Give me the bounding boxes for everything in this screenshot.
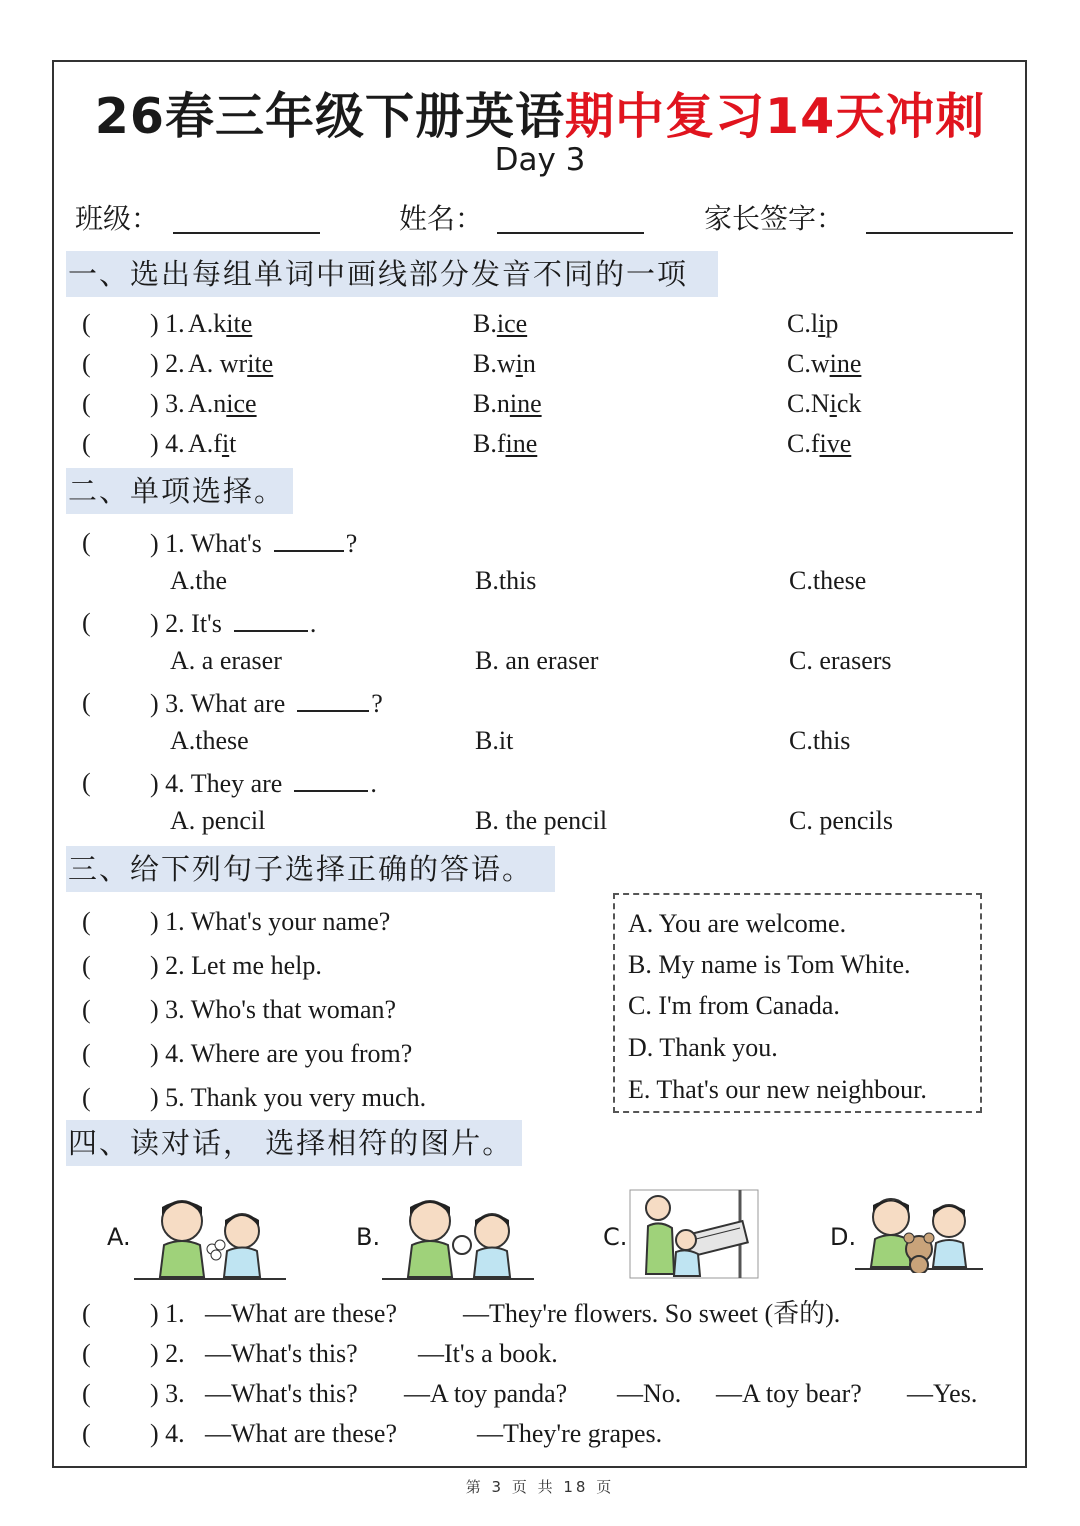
- underlined-part: ive: [819, 429, 852, 458]
- parent-signature-label: 家长签字：: [704, 202, 845, 235]
- option-c[interactable]: C.this: [789, 726, 851, 755]
- dialogue-line: —They're grapes.: [477, 1419, 663, 1448]
- underlined-part: i: [221, 429, 230, 458]
- underlined-part: ite: [247, 349, 274, 378]
- option-prefix: C.l: [787, 309, 819, 338]
- question-number: ) 1.: [150, 1299, 185, 1328]
- answer-bracket[interactable]: (: [82, 768, 91, 797]
- class-blank[interactable]: [173, 232, 320, 234]
- dialogue-line: —They're flowers. So sweet (香的).: [463, 1299, 841, 1328]
- question-end: .: [309, 609, 317, 638]
- option-a[interactable]: A. pencil: [170, 806, 266, 835]
- option-suffix: p: [825, 309, 839, 338]
- page-title: [0, 78, 1080, 148]
- question-number: ) 2.: [150, 1339, 185, 1368]
- answer-bracket[interactable]: (: [82, 389, 91, 418]
- answer-bracket[interactable]: (: [82, 1083, 91, 1112]
- option-prefix: A. wr: [188, 349, 248, 378]
- answer-option: C. I'm from Canada.: [628, 991, 840, 1020]
- section4-heading: 四、读对话， 选择相符的图片。: [66, 1120, 522, 1166]
- name-label: 姓名：: [399, 202, 484, 235]
- answer-option: D. Thank you.: [628, 1033, 778, 1062]
- option-a[interactable]: [188, 349, 273, 379]
- answer-bracket[interactable]: (: [82, 608, 91, 637]
- option-prefix: C.f: [787, 429, 820, 458]
- question-number: ) 1. What's your name?: [150, 907, 391, 936]
- question-number: ) 4.: [150, 1419, 185, 1448]
- underlined-part: ine: [505, 429, 538, 458]
- underlined-part: i: [818, 309, 826, 338]
- question-end: .: [370, 769, 377, 798]
- dialogue-line: —What's this?: [205, 1379, 358, 1408]
- option-prefix: B.: [473, 309, 497, 338]
- option-c[interactable]: C. pencils: [789, 806, 893, 835]
- underlined-part: ine: [509, 389, 542, 418]
- option-b[interactable]: B.it: [475, 726, 514, 755]
- dialogue-line: —A toy panda?: [404, 1379, 568, 1408]
- answer-bracket[interactable]: (: [82, 1419, 91, 1448]
- option-a[interactable]: [188, 389, 257, 419]
- question-number: ) 3.: [150, 389, 185, 418]
- option-a[interactable]: A.the: [170, 566, 228, 595]
- title-black: 26春三年级下册英语: [94, 88, 565, 145]
- answer-bracket[interactable]: (: [82, 349, 91, 378]
- option-a[interactable]: [188, 309, 252, 339]
- option-b[interactable]: B. the pencil: [475, 806, 608, 835]
- option-a[interactable]: A. a eraser: [170, 646, 282, 675]
- option-suffix: t: [229, 429, 237, 458]
- answer-bracket[interactable]: (: [82, 1379, 91, 1408]
- option-c[interactable]: [787, 389, 861, 419]
- underlined-part: ice: [226, 389, 257, 418]
- picture-d-boys-with-teddy-bear[interactable]: [853, 1193, 985, 1273]
- option-b[interactable]: B. an eraser: [475, 646, 599, 675]
- option-prefix: A.n: [188, 389, 227, 418]
- option-prefix: B.f: [473, 429, 506, 458]
- picture-a-label: A.: [107, 1223, 131, 1251]
- picture-c-kids-at-keyboard[interactable]: [628, 1188, 760, 1280]
- question-stem: ) 3. What are: [150, 689, 286, 718]
- option-prefix: C.w: [787, 349, 830, 378]
- option-a[interactable]: [188, 429, 236, 459]
- underlined-part: i: [515, 349, 523, 378]
- option-b[interactable]: [473, 389, 542, 419]
- answer-bracket[interactable]: (: [82, 688, 91, 717]
- question-number: ) 3.: [150, 1379, 185, 1408]
- option-b[interactable]: [473, 309, 527, 339]
- option-b[interactable]: [473, 429, 537, 459]
- question-stem: ) 4. They are: [150, 769, 283, 798]
- question-end: ?: [371, 689, 383, 718]
- answer-bracket[interactable]: (: [82, 995, 91, 1024]
- question-number: ) 5. Thank you very much.: [150, 1083, 427, 1112]
- question-stem: ) 1. What's: [150, 529, 262, 558]
- question-number: ) 4.: [150, 429, 185, 458]
- question-number: ) 1.: [150, 309, 185, 338]
- fill-blank[interactable]: [297, 688, 369, 712]
- question-text: [150, 768, 377, 799]
- title-red: 期中复习14天冲刺: [565, 88, 986, 145]
- question-number: ) 2. Let me help.: [150, 951, 322, 980]
- answer-bracket[interactable]: (: [82, 951, 91, 980]
- picture-b-boys-with-ball[interactable]: [380, 1193, 536, 1283]
- dialogue-line: —It's a book.: [418, 1339, 558, 1368]
- option-c[interactable]: [787, 429, 851, 459]
- answer-bracket[interactable]: (: [82, 1039, 91, 1068]
- underlined-part: i: [829, 389, 837, 418]
- answer-bracket[interactable]: (: [82, 907, 91, 936]
- picture-d-label: D.: [830, 1223, 857, 1251]
- picture-a-boys-with-flowers[interactable]: [132, 1193, 288, 1283]
- option-suffix: n: [522, 349, 536, 378]
- option-prefix: B.n: [473, 389, 510, 418]
- dialogue-line: —A toy bear?: [716, 1379, 862, 1408]
- answer-bracket[interactable]: (: [82, 429, 91, 458]
- dialogue-line: —What are these?: [205, 1299, 398, 1328]
- option-b[interactable]: [473, 349, 536, 379]
- fill-blank[interactable]: [294, 768, 368, 792]
- dialogue-line: —What are these?: [205, 1419, 398, 1448]
- question-number: ) 4. Where are you from?: [150, 1039, 413, 1068]
- option-prefix: B.w: [473, 349, 516, 378]
- class-label: 班级：: [75, 202, 160, 235]
- fill-blank[interactable]: [274, 528, 344, 552]
- answer-bracket[interactable]: (: [82, 528, 91, 557]
- dialogue-line: —What's this?: [205, 1339, 358, 1368]
- parent-signature-blank[interactable]: [866, 232, 1013, 234]
- option-c[interactable]: C. erasers: [789, 646, 892, 675]
- answer-bracket[interactable]: (: [82, 309, 91, 338]
- underlined-part: ice: [496, 309, 528, 338]
- option-prefix: A.k: [188, 309, 227, 338]
- question-end: ?: [345, 529, 358, 558]
- question-text: [150, 608, 316, 639]
- picture-b-label: B.: [356, 1223, 381, 1251]
- fill-blank[interactable]: [234, 608, 308, 632]
- answer-option: E. That's our new neighbour.: [628, 1075, 927, 1104]
- answer-option: B. My name is Tom White.: [628, 950, 911, 979]
- option-b[interactable]: B.this: [475, 566, 537, 595]
- question-number: ) 3. Who's that woman?: [150, 995, 397, 1024]
- question-stem: ) 2. It's: [150, 609, 222, 638]
- option-c[interactable]: C.these: [789, 566, 867, 595]
- answer-bracket[interactable]: (: [82, 1339, 91, 1368]
- option-suffix: ck: [836, 389, 862, 418]
- section1-heading: 一、选出每组单词中画线部分发音不同的一项: [66, 251, 718, 297]
- option-a[interactable]: A.these: [170, 726, 249, 755]
- option-prefix: C.N: [787, 389, 830, 418]
- day-label: Day 3: [494, 142, 586, 178]
- answer-bracket[interactable]: (: [82, 1299, 91, 1328]
- name-blank[interactable]: [497, 232, 644, 234]
- answer-option: A. You are welcome.: [628, 909, 847, 938]
- option-prefix: A.f: [188, 429, 222, 458]
- question-number: ) 2.: [150, 349, 185, 378]
- section2-heading: 二、单项选择。: [66, 468, 293, 514]
- dialogue-line: —No.: [617, 1379, 682, 1408]
- question-text: [150, 528, 357, 559]
- question-text: [150, 688, 383, 719]
- dialogue-line: —Yes.: [907, 1379, 978, 1408]
- page-footer: 第 3 页 共 18 页: [465, 1478, 615, 1496]
- picture-c-label: C.: [603, 1223, 628, 1251]
- section3-heading: 三、给下列句子选择正确的答语。: [66, 846, 555, 892]
- underlined-part: ine: [829, 349, 862, 378]
- underlined-part: ite: [226, 309, 253, 338]
- option-c[interactable]: [787, 349, 861, 379]
- option-c[interactable]: [787, 309, 838, 339]
